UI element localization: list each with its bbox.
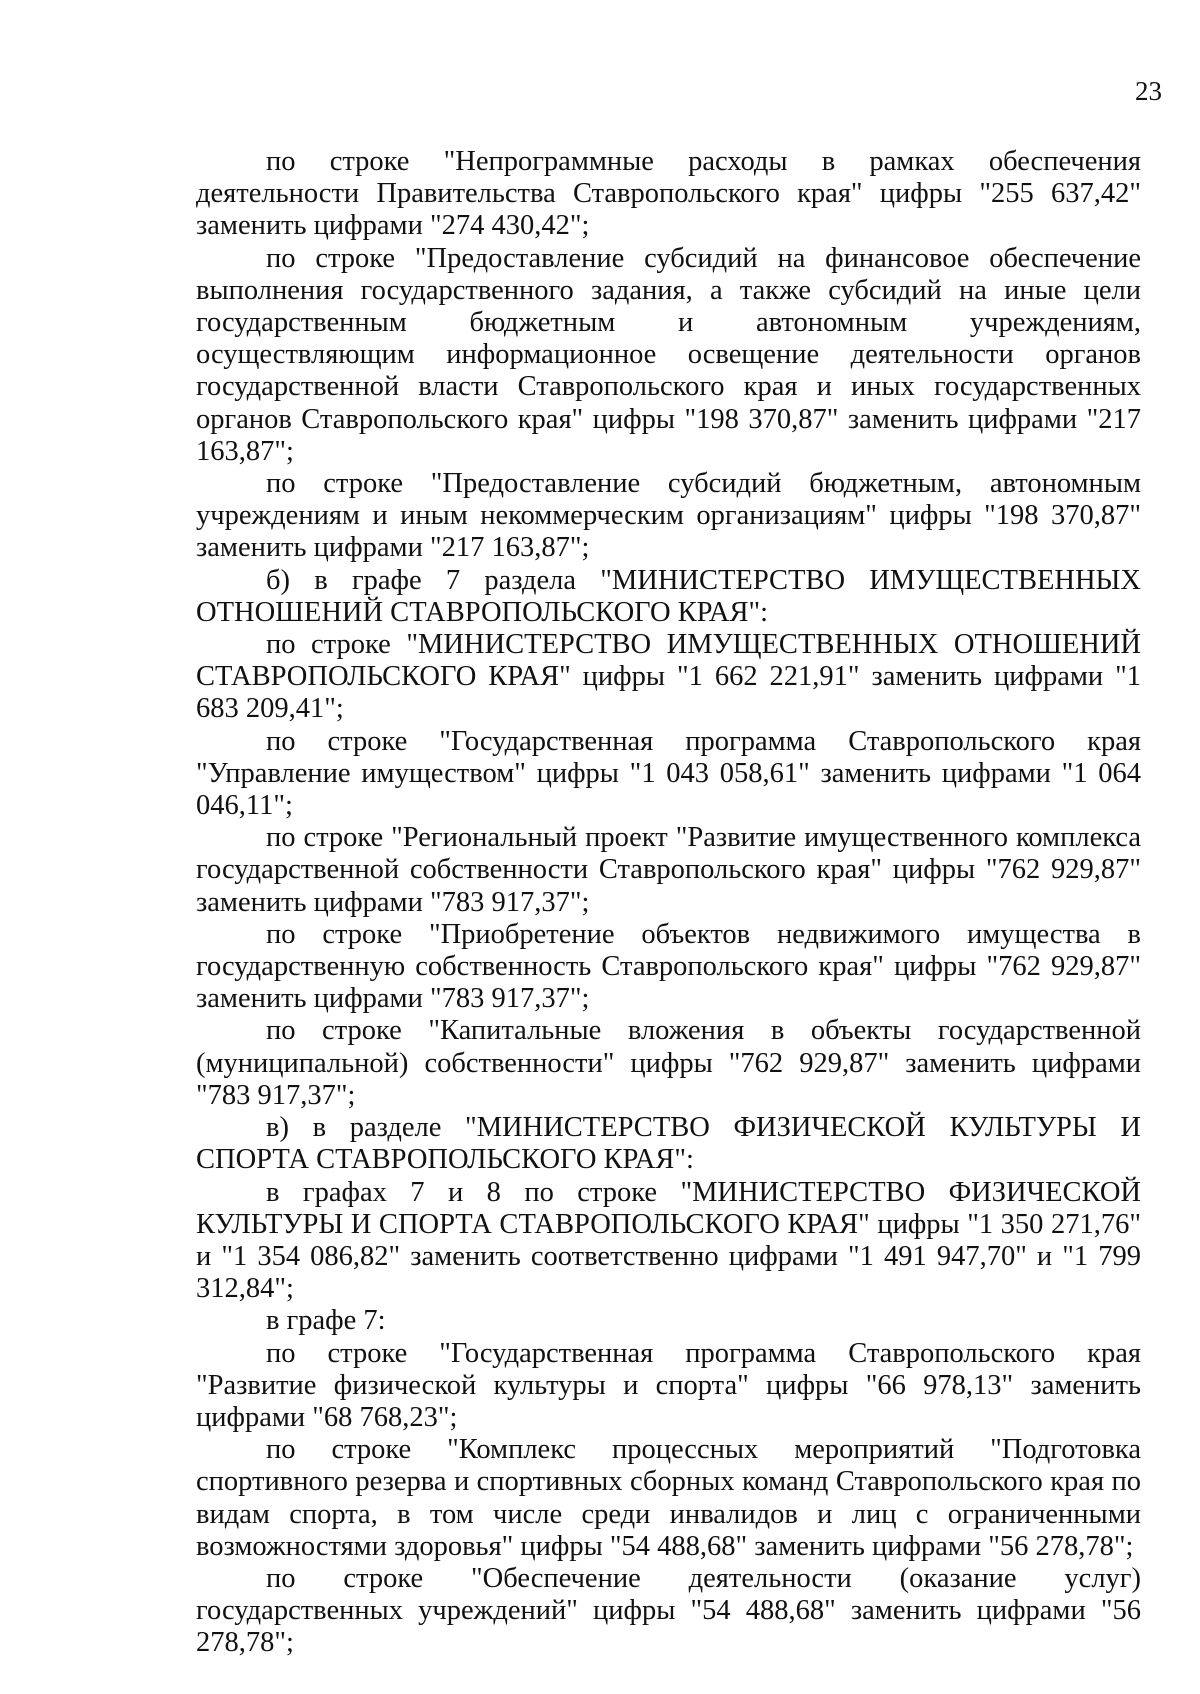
paragraph-program-sports: по строке "Государственная программа Ставропольского края "Развитие физической культуры и спорта" цифры "66 978,13" заменить цифрами "68 768,23"; — [196, 1337, 1149, 1433]
paragraph-regional-project: по строке "Региональный проект "Развитие имущественного комплекса государственной собственности Ставропольского края" цифры "762 929,87" заменить цифрами "783 917,37"; — [196, 822, 1149, 918]
paragraph-capital-investments: по строке "Капитальные вложения в объекты государственной (муниципальной) собственности" цифры "762 929,87" заменить цифрами "783 917,37"; — [196, 1015, 1149, 1111]
paragraph-column-7: в графе 7: — [266, 1305, 386, 1337]
paragraph-section-property-relations: б) в графе 7 раздела "МИНИСТЕРСТВО ИМУЩЕСТВЕННЫХ ОТНОШЕНИЙ СТАВРОПОЛЬСКОГО КРАЯ": — [196, 564, 1149, 628]
paragraph-state-institutions: по строке "Обеспечение деятельности (оказание услуг) государственных учреждений" цифры "54 488,68" заменить цифрами "56 278,78"; — [196, 1562, 1149, 1659]
paragraph-real-estate-acquisition: по строке "Приобретение объектов недвижимого имущества в государственную собственность Ставропольского края" цифры "762 929,87" заменить цифрами "783 917,37"; — [196, 918, 1149, 1015]
paragraph-subsidies-state-task: по строке "Предоставление субсидий на финансовое обеспечение выполнения государственного задания, а также субсидий на иные цели государственным бюджетным и автономным учреждениям, осуществляющим информационное освещение деятельности органов государственной власти Ставропольского края и иных государственных органов Ставропольского края" цифры "198 370,87" заменить цифрами "217 163,87"; — [196, 242, 1149, 467]
page-number: 23 — [1135, 76, 1162, 106]
paragraph-ministry-property-relations: по строке "МИНИСТЕРСТВО ИМУЩЕСТВЕННЫХ ОТНОШЕНИЙ СТАВРОПОЛЬСКОГО КРАЯ" цифры "1 662 221,91" заменить цифрами "1 683 209,41"; — [196, 629, 1149, 725]
paragraph-nonprogram-expenses: по строке "Непрограммные расходы в рамках обеспечения деятельности Правительства Ставропольского края" цифры "255 637,42" заменить цифрами "274 430,42"; — [196, 146, 1149, 242]
paragraph-sports-reserve: по строке "Комплекс процессных мероприятий "Подготовка спортивного резерва и спортивных сборных команд Ставропольского края по видам спорта, в том числе среди инвалидов и лиц с ограниченными возможностями здоровья" цифры "54 488,68" заменить цифрами "56 278,78"; — [196, 1434, 1149, 1562]
document-body — [196, 146, 1149, 1660]
paragraph-ministry-sports-columns: в графах 7 и 8 по строке "МИНИСТЕРСТВО ФИЗИЧЕСКОЙ КУЛЬТУРЫ И СПОРТА СТАВРОПОЛЬСКОГО КРАЯ" цифры "1 350 271,76" и "1 354 086,82" заменить соответственно цифрами "1 491 947,70" и "1 799 312,84"; — [196, 1176, 1149, 1305]
paragraph-subsidies-budget-institutions: по строке "Предоставление субсидий бюджетным, автономным учреждениям и иным некоммерческим организациям" цифры "198 370,87" заменить цифрами "217 163,87"; — [196, 468, 1149, 564]
paragraph-section-sports: в) в разделе "МИНИСТЕРСТВО ФИЗИЧЕСКОЙ КУЛЬТУРЫ И СПОРТА СТАВРОПОЛЬСКОГО КРАЯ": — [196, 1112, 1149, 1176]
paragraph-program-property-management: по строке "Государственная программа Ставропольского края "Управление имуществом" цифры "1 043 058,61" заменить цифрами "1 064 046,11"; — [196, 725, 1149, 822]
